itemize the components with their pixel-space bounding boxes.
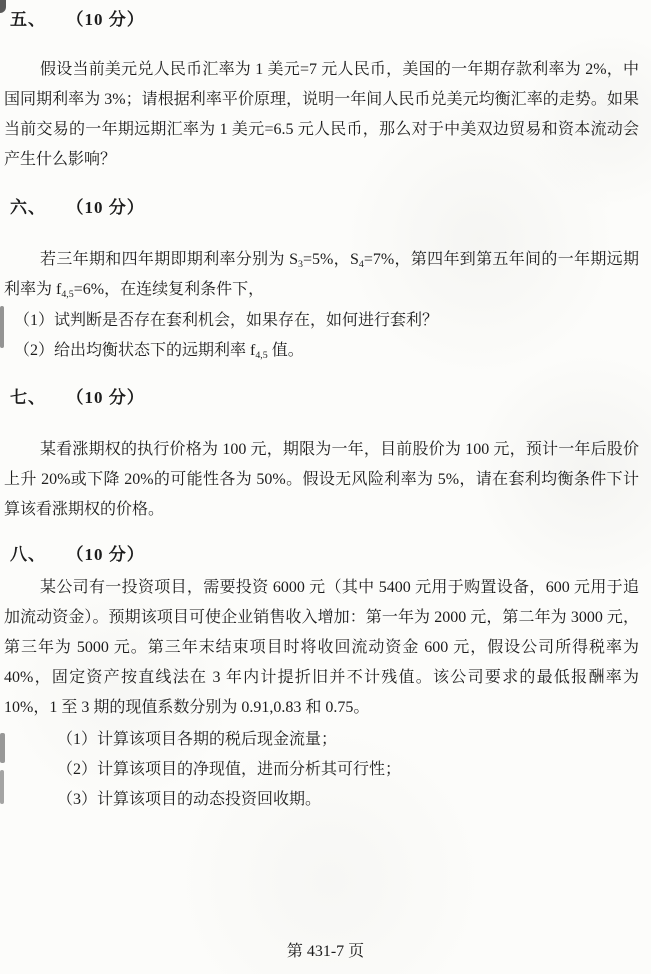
section-8-item-1: （1）计算该项目各期的税后现金流量；: [57, 731, 338, 748]
section-7-points: （10 分）: [75, 388, 145, 407]
section-8-number: 八、: [10, 545, 46, 564]
section-6-header: [10, 196, 145, 220]
section-8-header: [10, 543, 145, 567]
scan-artifact-left-edge: [0, 733, 5, 763]
scan-artifact-corner: [0, 0, 6, 13]
scan-artifact-left-edge: [0, 306, 4, 348]
section-6-paragraph: 若三年期和四年期即期利率分别为 $S_3=5\%$，$S_4=7\%$，第四年到第五年间的一年期远期利率为 $f_{4,5}=6\%$，在连续复利条件下，: [4, 251, 639, 300]
section-8-item-2: （2）计算该项目的净现值，进而分析其可行性；: [57, 761, 402, 778]
page-number: 第 431-7 页: [286, 943, 365, 960]
section-5-header: [10, 8, 145, 32]
section-5-points: （10 分）: [75, 10, 145, 29]
section-5-number: 五、: [10, 10, 46, 29]
section-7-paragraph: 某看涨期权的执行价格为 100 元，期限为一年，目前股价为 100 元，预计一年后股价上升 20%或下降 20%的可能性各为 50%。假设无风险利率为 5%，请在套利均衡条件下计算该看涨期权的价格。: [4, 441, 639, 518]
section-8-item-3: （3）计算该项目的动态投资回收期。: [57, 791, 322, 808]
section-6-number: 六、: [10, 198, 46, 217]
section-6-item-1: （1）试判断是否存在套利机会，如果存在，如何进行套利？: [14, 312, 439, 329]
scan-artifact-left-edge: [0, 770, 4, 804]
section-6-points: （10 分）: [75, 198, 145, 217]
section-8-paragraph: 某公司有一投资项目，需要投资 6000 元（其中 5400 元用于购置设备，600 元用于追加流动资金）。预期该项目可使企业销售收入增加：第一年为 2000 元，第二年为 3000 元，第三年为 5000 元。第三年末结束项目时将收回流动资金 600 元，假设公司所得税率为 40%，固定资产按直线法在 3 年内计提折旧并不计残值。该公司要求的最低报酬率为 10%，1 至 3 期的现值系数分别为 0.91,0.83 和 0.75。: [4, 579, 639, 716]
section-7-header: [10, 386, 145, 410]
section-6-item-2: （2）给出均衡状态下的远期利率 $f_{4,5}$ 值。: [14, 342, 304, 361]
section-7-number: 七、: [10, 388, 46, 407]
section-8-points: （10 分）: [75, 545, 145, 564]
section-5-paragraph: 假设当前美元兑人民币汇率为 1 美元=7 元人民币，美国的一年期存款利率为 2%，中国同期利率为 3%；请根据利率平价原理，说明一年间人民币兑美元均衡汇率的走势。如果当前交易的一年期远期汇率为 1 美元=6.5 元人民币，那么对于中美双边贸易和资本流动会产生什么影响？: [4, 61, 639, 168]
